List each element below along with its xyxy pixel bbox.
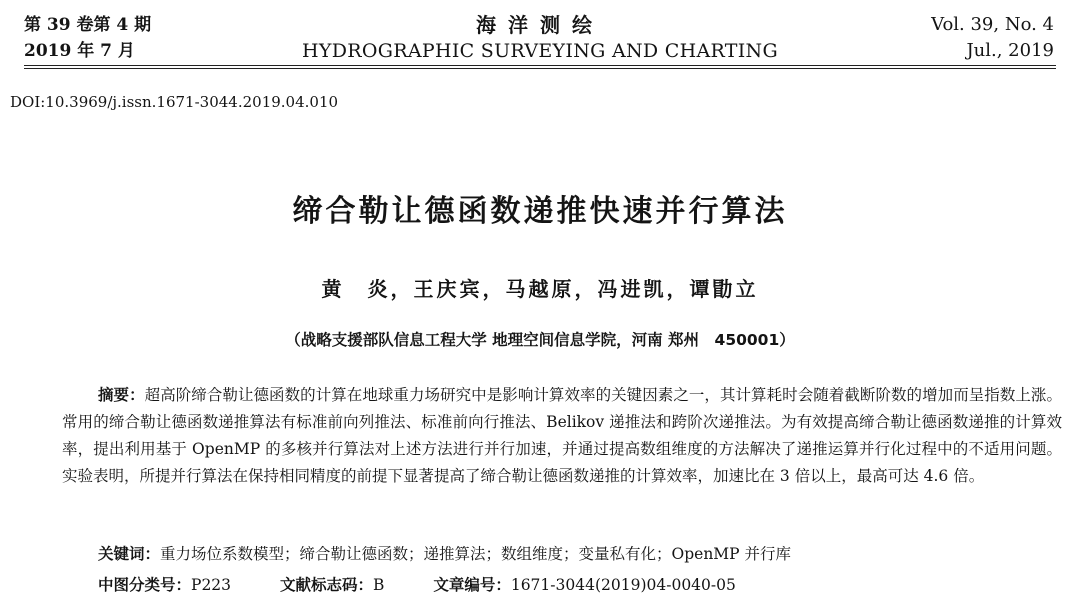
paper-title: 缔合勒让德函数递推快速并行算法: [292, 194, 788, 229]
abstract-text: 超高阶缔合勒让德函数的计算在地球重力场研究中是影响计算效率的关键因素之一，其计算耗时会随着截断阶数的增加而呈指数上涨。常用的缔合勒让德函数递推算法有标准前向列推法、标准前向行推法、Belikov 递推法和跨阶次递推法。为有效提高缔合勒让德函数递推的计算效率，提出利用基于 OpenMP 的多核并行算法对上述方法进行并行加速，并通过提高数组维度的方法解决了递推运算并行化过程中的不适用问题。实验表明，所提并行算法在保持相同精度的前提下显著提高了缔合勒让德函数递推的计算效率，加速比在 3 倍以上，最高可达 4.6 倍。: [62, 386, 1062, 485]
keywords-text: 重力场位系数模型；缔合勒让德函数；递推算法；数组维度；变量私有化；OpenMP 并行库: [160, 545, 792, 563]
clc-value: P223: [191, 576, 232, 594]
header-rule-thick: [24, 65, 1056, 66]
article-number: [433, 576, 736, 594]
article-number-label: 文章编号：: [433, 576, 511, 594]
abstract-paragraph: [62, 382, 1062, 490]
volume-date: Jul., 2019: [966, 40, 1054, 61]
clc-number: [98, 576, 231, 594]
affiliation: （战略支援部队信息工程大学 地理空间信息学院，河南 郑州 450001）: [285, 331, 795, 349]
authors: 黄 炎，王庆宾，马越原，冯进凯，谭勖立: [321, 277, 759, 301]
header-rule-thin: [24, 68, 1056, 69]
clc-label: 中图分类号：: [98, 576, 192, 594]
issue-date: 2019 年 7 月: [24, 41, 135, 61]
doi: DOI:10.3969/j.issn.1671-3044.2019.04.010: [10, 93, 339, 111]
document-code-label: 文献标志码：: [279, 576, 373, 594]
keywords-label: 关键词：: [98, 545, 161, 563]
journal-name-cn: 海洋测绘: [476, 13, 604, 37]
article-number-value: 1671-3044(2019)04-0040-05: [510, 576, 736, 594]
classification-line: [98, 573, 736, 595]
document-code-value: B: [372, 576, 385, 594]
journal-name-en: HYDROGRAPHIC SURVEYING AND CHARTING: [302, 40, 778, 62]
volume-info: [931, 12, 1054, 64]
abstract: [62, 382, 1062, 490]
keywords: [98, 542, 791, 564]
volume-number: Vol. 39, No. 4: [931, 14, 1054, 35]
journal-header: [0, 12, 1080, 64]
issue-number: 第 39 卷第 4 期: [24, 15, 152, 35]
abstract-label: 摘要：: [98, 386, 145, 404]
document-code: [280, 576, 384, 594]
